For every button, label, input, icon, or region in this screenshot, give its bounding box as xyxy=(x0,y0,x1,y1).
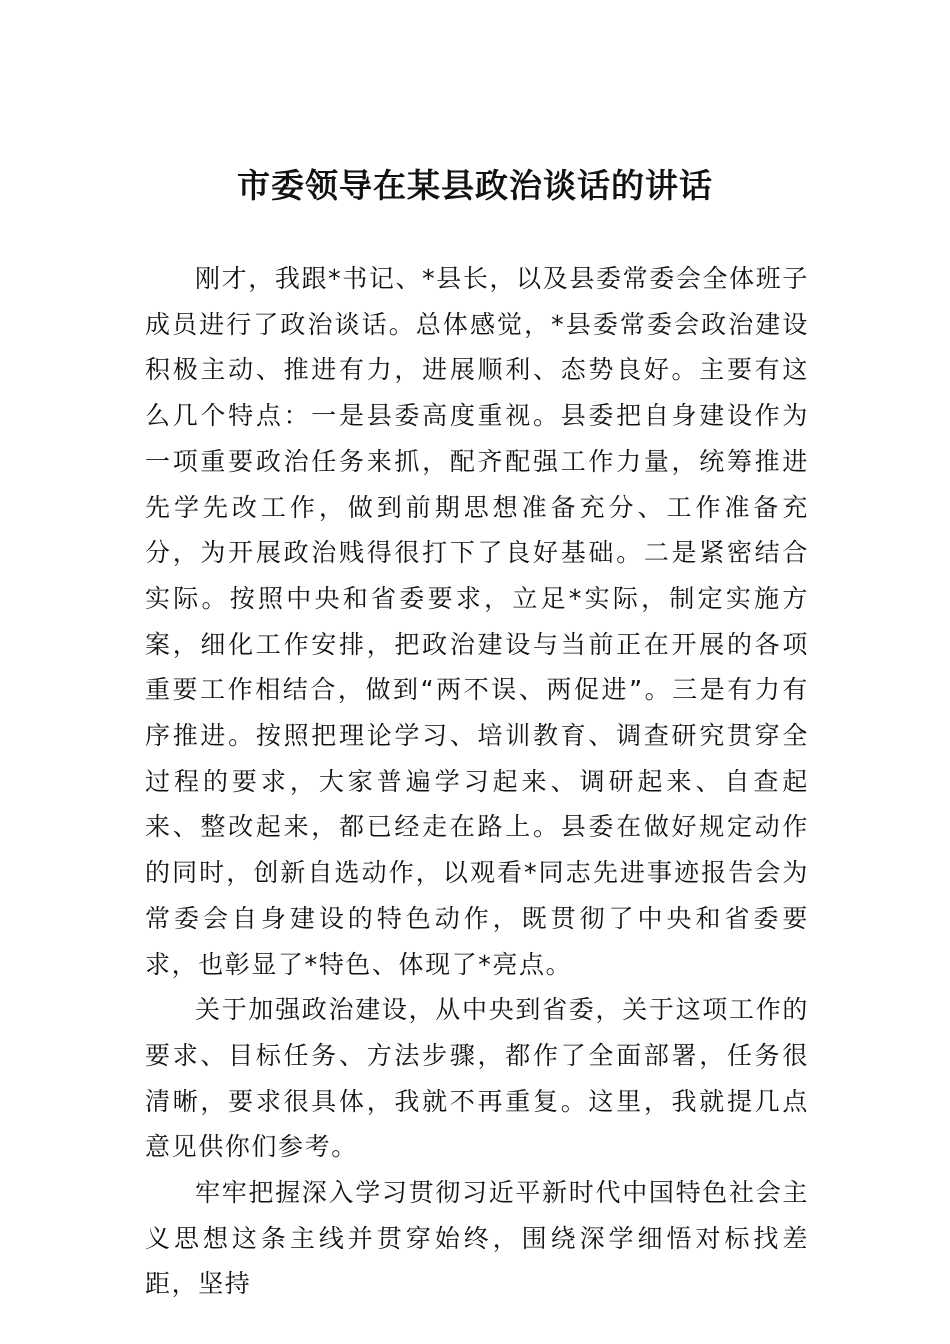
paragraph-1: 刚才，我跟*书记、*县长，以及县委常委会全体班子成员进行了政治谈话。总体感觉，*县委常委会政治建设积极主动、推进有力，进展顺利、态势良好。主要有这么几个特点：一是县委高度重视。县委把自身建设作为一项重要政治任务来抓，配齐配强工作力量，统筹推进先学先改工作，做到前期思想准备充分、工作准备充分，为开展政治贱得很打下了良好基础。二是紧密结合实际。按照中央和省委要求，立足*实际，制定实施方案，细化工作安排，把政治建设与当前正在开展的各项重要工作相结合，做到“两不误、两促进”。三是有力有序推进。按照把理论学习、培训教育、调查研究贯穿全过程的要求，大家普遍学习起来、调研起来、自查起来、整改起来，都已经走在路上。县委在做好规定动作的同时，创新自选动作，以观看*同志先进事迹报告会为常委会自身建设的特色动作，既贯彻了中央和省委要求，也彰显了*特色、体现了*亮点。 xyxy=(145,264,809,979)
paragraph-3: 牢牢把握深入学习贯彻习近平新时代中国特色社会主义思想这条主线并贯穿始终，围绕深学细悟对标找差距，坚持 xyxy=(145,1178,809,1299)
document-title: 市委领导在某县政治谈话的讲话 xyxy=(237,166,713,205)
document-body xyxy=(145,256,809,1307)
paragraph-2: 关于加强政治建设，从中央到省委，关于这项工作的要求、目标任务、方法步骤，都作了全面部署，任务很清晰，要求很具体，我就不再重复。这里，我就提几点意见供你们参考。 xyxy=(145,995,809,1162)
